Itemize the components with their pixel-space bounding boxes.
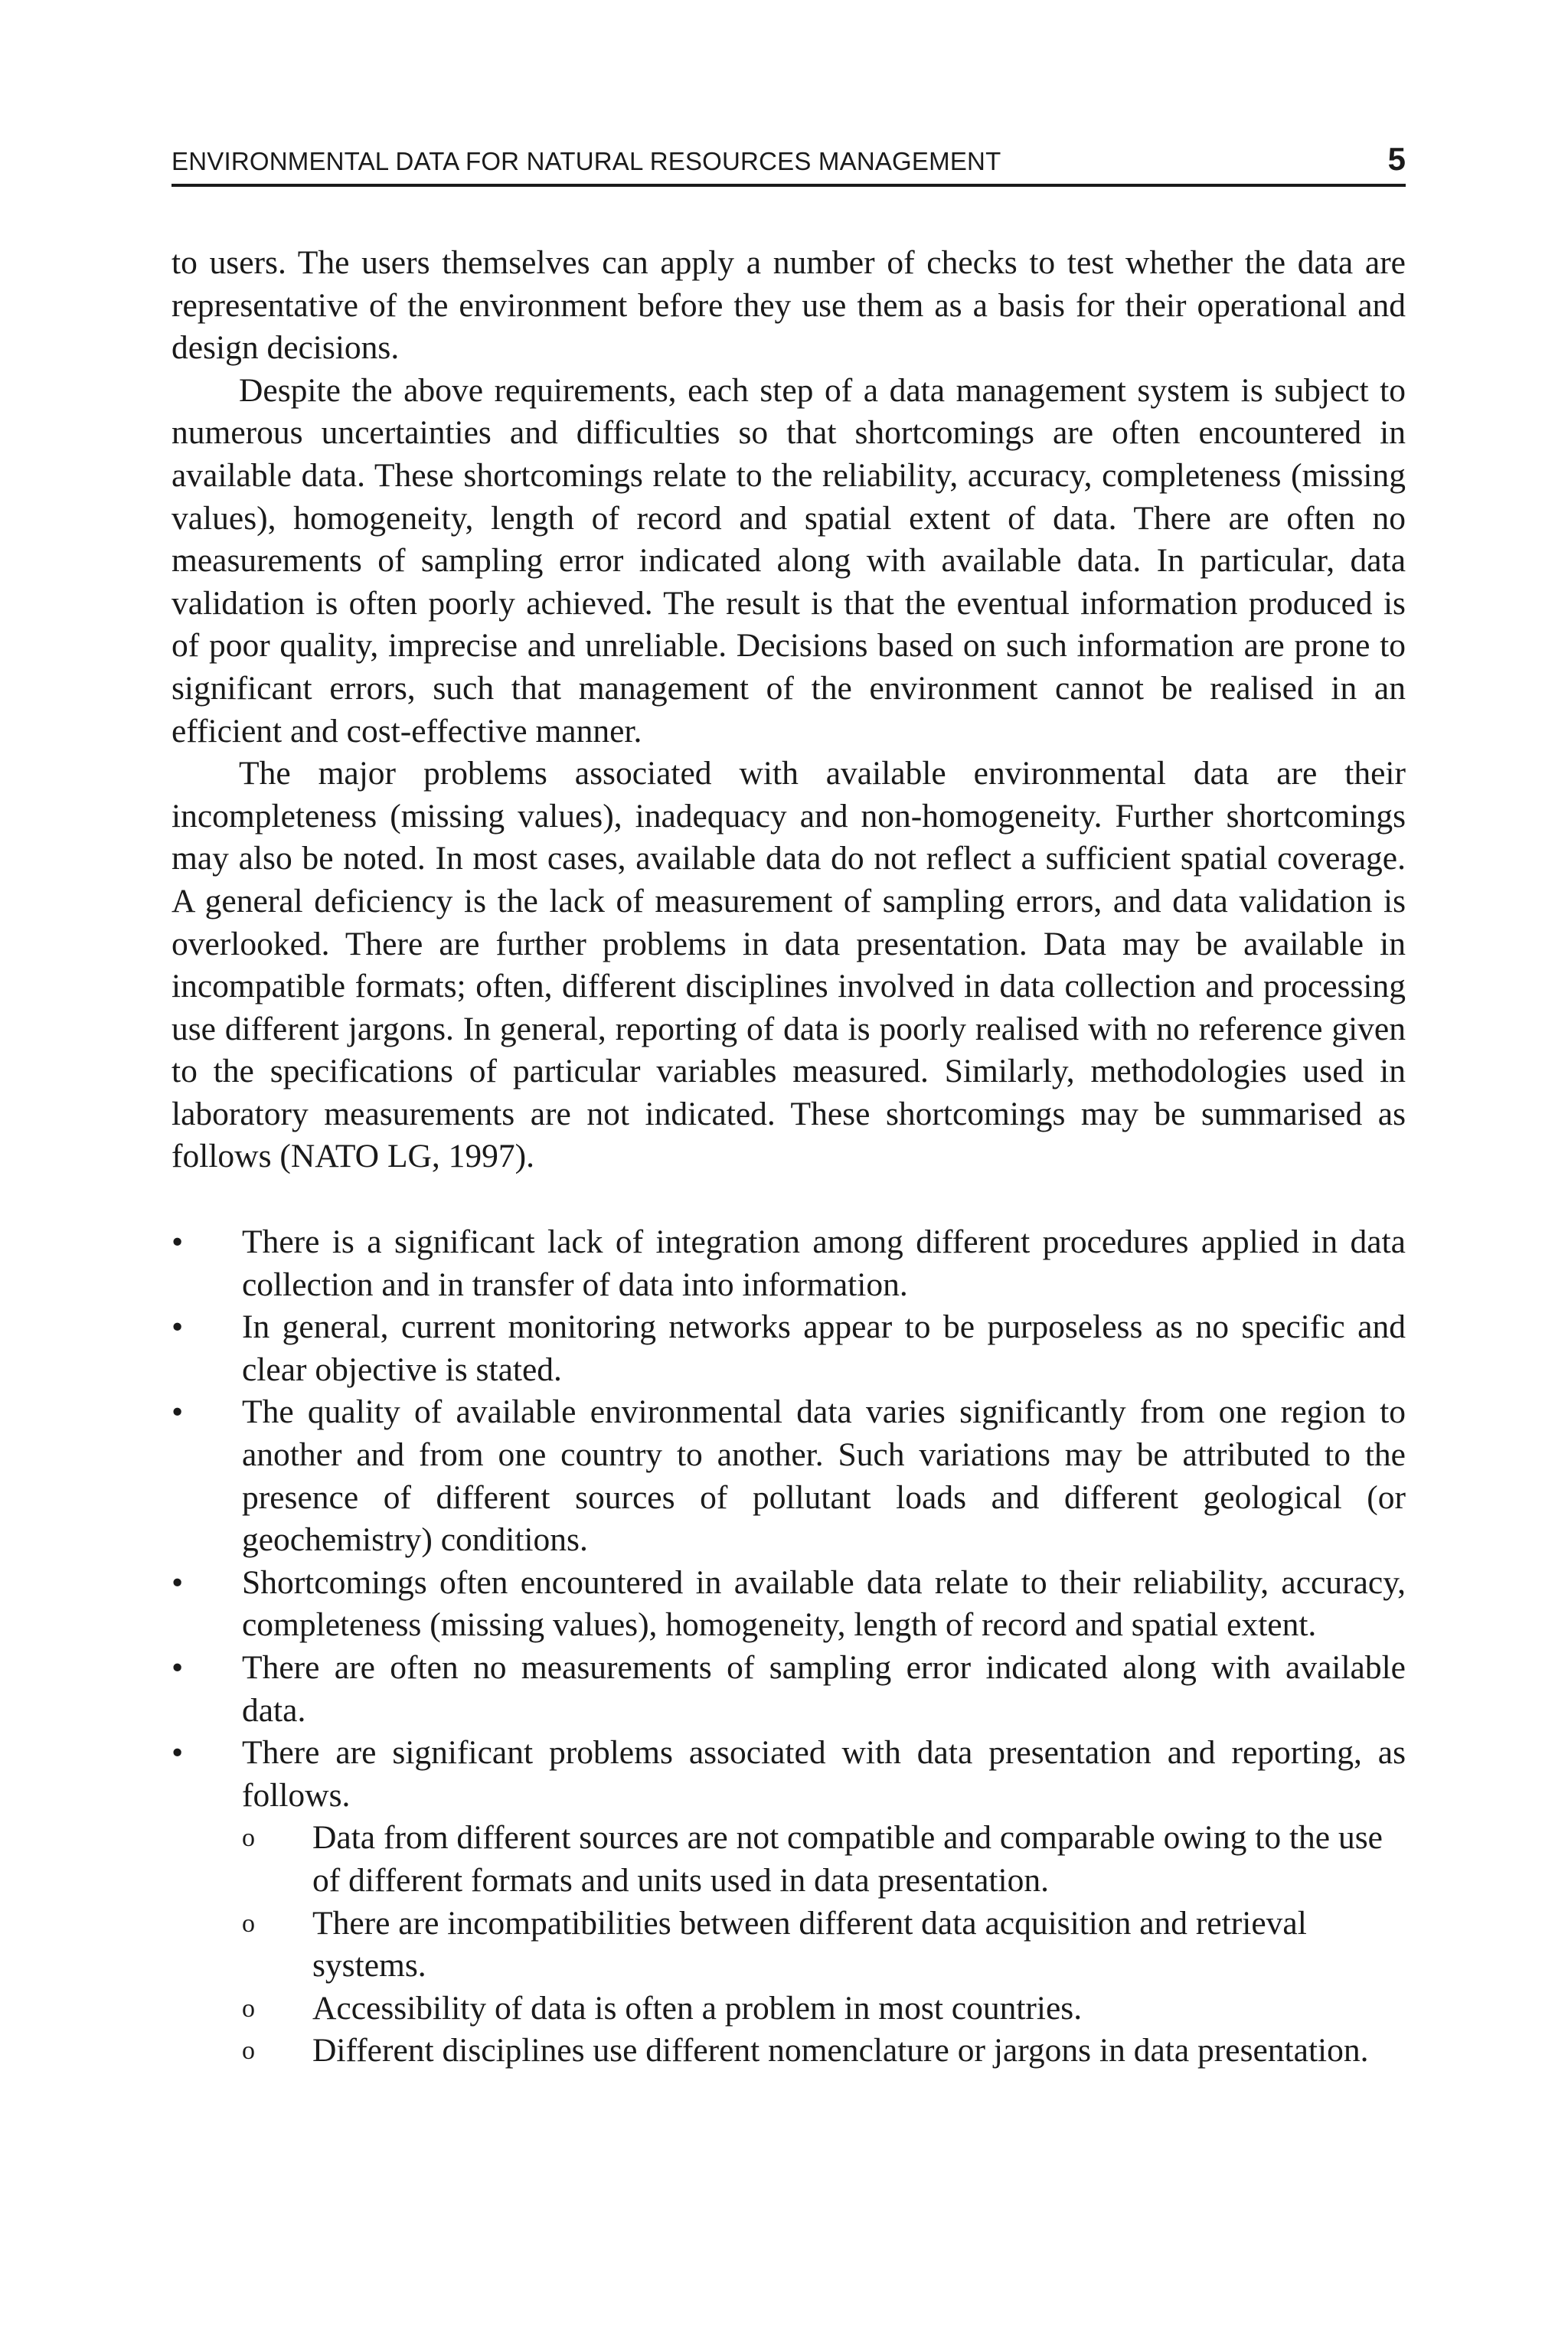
bullet-icon: • bbox=[172, 1563, 184, 1601]
sub-list-item bbox=[242, 1903, 1406, 1988]
sub-list-item bbox=[242, 2030, 1406, 2073]
bullet-icon: • bbox=[172, 1308, 184, 1346]
bullet-icon: • bbox=[172, 1734, 184, 1772]
running-title: ENVIRONMENTAL DATA FOR NATURAL RESOURCES MANAGEMENT bbox=[172, 147, 1001, 175]
paragraph: to users. The users themselves can apply a number of checks to test whether the data are representative of the environment before they use them as a basis for their operational and design decisions. bbox=[172, 244, 1406, 367]
bullet-icon: • bbox=[172, 1223, 184, 1261]
list-item-text: In general, current monitoring networks appear to be purposeless as no specific and clear objective is stated. bbox=[242, 1308, 1406, 1388]
list-item bbox=[172, 1647, 1406, 1732]
page-number: 5 bbox=[1387, 141, 1406, 177]
running-header bbox=[172, 136, 1406, 187]
list-item-text: There are often no measurements of sampling error indicated along with available data. bbox=[242, 1649, 1406, 1729]
presentation-problems-sublist bbox=[242, 1817, 1406, 2073]
hollow-bullet-icon: o bbox=[242, 1994, 255, 2023]
paragraph: The major problems associated with available environmental data are their incompleteness (missing values), inadequacy and non-homogeneity. Further shortcomings may also be noted. In most cases, available data do not reflect a sufficient spatial coverage. A general deficiency is the lack of measurement of sampling errors, and data validation is overlooked. There are further problems in data presentation. Data may be available in incompatible formats; often, different disciplines involved in data collection and processing use different jargons. In general, reporting of data is poorly realised with no reference given to the specifications of particular variables measured. Similarly, methodologies used in laboratory measurements are not indicated. These shortcomings may be summarised as follows (NATO LG, 1997). bbox=[172, 755, 1406, 1175]
sub-list-item-text: Accessibility of data is often a problem in most countries. bbox=[312, 1989, 1083, 2027]
body-text bbox=[172, 242, 1406, 2073]
sub-list-item bbox=[242, 1988, 1406, 2030]
sub-list-item bbox=[242, 1817, 1406, 1902]
list-item bbox=[172, 1562, 1406, 1647]
sub-list-item-text: There are incompatibilities between different data acquisition and retrieval systems. bbox=[312, 1904, 1307, 1984]
list-item-text: There are significant problems associated with data presentation and reporting, as follows. bbox=[242, 1734, 1406, 1814]
hollow-bullet-icon: o bbox=[242, 1909, 255, 1938]
list-item-text: There is a significant lack of integration among different procedures applied in data collection and in transfer of data into information. bbox=[242, 1223, 1406, 1303]
shortcomings-list bbox=[172, 1221, 1406, 2073]
bullet-icon: • bbox=[172, 1393, 184, 1431]
list-item bbox=[172, 1221, 1406, 1306]
sub-list-item-text: Different disciplines use different nomenclature or jargons in data presentation. bbox=[312, 2032, 1369, 2069]
hollow-bullet-icon: o bbox=[242, 1824, 255, 1853]
sub-list-item-text: Data from different sources are not compatible and comparable owing to the use of different formats and units used in data presentation. bbox=[312, 1819, 1383, 1899]
paragraph: Despite the above requirements, each step of a data management system is subject to numerous uncertainties and difficulties so that shortcomings are often encountered in available data. These shortcomings relate to the reliability, accuracy, completeness (missing values), homogeneity, length of record and spatial extent of data. There are often no measurements of sampling error indicated along with available data. In particular, data validation is often poorly achieved. The result is that the eventual information produced is of poor quality, imprecise and unreliable. Decisions based on such information are prone to significant errors, such that management of the environment cannot be realised in an efficient and cost-effective manner. bbox=[172, 371, 1406, 750]
list-item bbox=[172, 1732, 1406, 2073]
list-item bbox=[172, 1391, 1406, 1561]
hollow-bullet-icon: o bbox=[242, 2037, 255, 2066]
list-item bbox=[172, 1306, 1406, 1391]
list-item-text: The quality of available environmental data varies significantly from one region to another and from one country to another. Such variations may be attributed to the presence of different sources of pollutant loads and different geological (or geochemistry) conditions. bbox=[242, 1393, 1406, 1559]
list-item-text: Shortcomings often encountered in available data relate to their reliability, accuracy, completeness (missing values), homogeneity, length of record and spatial extent. bbox=[242, 1563, 1406, 1644]
bullet-icon: • bbox=[172, 1649, 184, 1686]
